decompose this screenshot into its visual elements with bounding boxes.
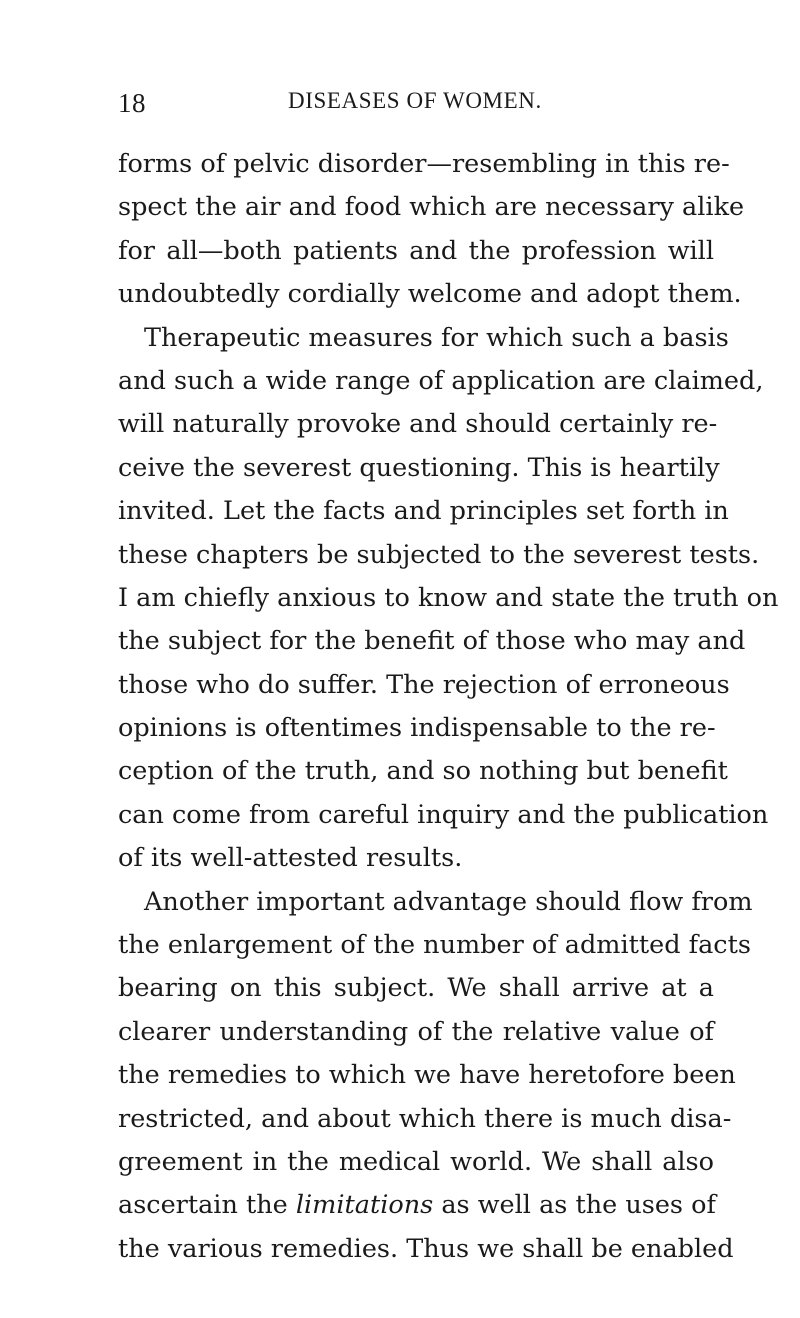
line-text-after: as well as the uses of [433, 1190, 716, 1221]
text-line: and such a wide range of application are claimed, [118, 365, 764, 396]
text-line: opinions is oftentimes indispensable to the re- [118, 713, 716, 744]
text-line: of its well-attested results. [118, 843, 463, 874]
text-line: the various remedies. Thus we shall be enabled [118, 1233, 734, 1264]
text-line: undoubtedly cordially welcome and adopt them. [118, 279, 742, 310]
text-line: for all—both patients and the profession will [118, 235, 714, 266]
text-line: those who do suffer. The rejection of erroneous [118, 669, 730, 700]
text-line: restricted, and about which there is much disa- [118, 1103, 732, 1134]
text-line: forms of pelvic disorder—resembling in this re- [118, 149, 730, 179]
line-text-before: ascertain the [118, 1190, 296, 1221]
text-line: the enlargement of the number of admitted facts [118, 930, 751, 961]
text-line-with-italic [118, 1184, 714, 1227]
text-line: ception of the truth, and so nothing but benefit [118, 756, 728, 787]
text-line: can come from careful inquiry and the publication [118, 799, 769, 830]
page-number: 18 [118, 88, 146, 118]
italic-word: limitations [295, 1190, 434, 1221]
text-line: will naturally provoke and should certainly re- [118, 409, 718, 440]
text-line: Another important advantage should flow from [144, 886, 753, 917]
text-line: bearing on this subject. We shall arrive at a [118, 973, 714, 1004]
running-title: DISEASES OF WOMEN. [288, 88, 542, 113]
text-line: the subject for the benefit of those who may and [118, 626, 746, 657]
text-line: invited. Let the facts and principles set forth in [118, 496, 729, 527]
text-line: I am chiefly anxious to know and state the truth on [118, 582, 779, 613]
text-line: Therapeutic measures for which such a basis [144, 322, 729, 353]
text-line: these chapters be subjected to the severest tests. [118, 539, 760, 570]
text-line: the remedies to which we have heretofore been [118, 1060, 736, 1091]
text-line: clearer understanding of the relative value of [118, 1016, 714, 1047]
text-line: greement in the medical world. We shall also [118, 1146, 714, 1177]
body-text [118, 143, 779, 1271]
text-line: ceive the severest questioning. This is heartily [118, 452, 720, 483]
text-line: spect the air and food which are necessary alike [118, 192, 745, 223]
running-header [118, 88, 710, 122]
